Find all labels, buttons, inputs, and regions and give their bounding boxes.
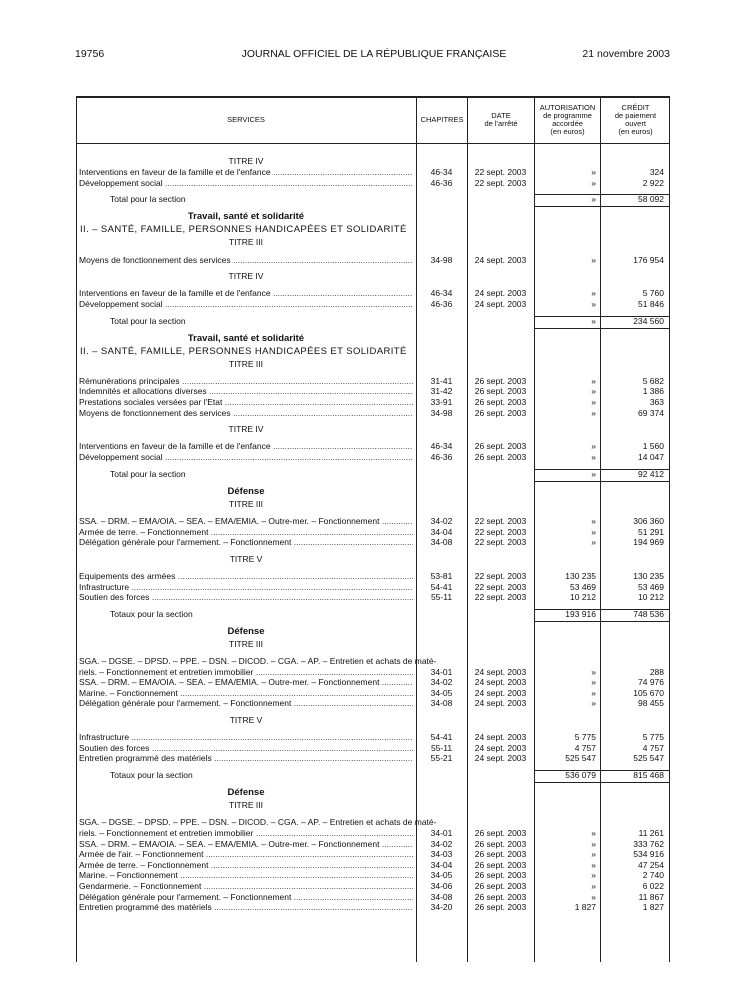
row-label: Travail, santé et solidarité: [187, 211, 305, 223]
row-label: Armée de terre. – Fonctionnement .....: [79, 860, 413, 871]
row-label: Moyens de fonctionnement des services .....: [79, 255, 413, 266]
row-label: Délégation générale pour l'armement. – Fonctionnement .....: [79, 537, 413, 548]
date-cell: 26 sept. 2003: [474, 441, 527, 452]
header-chapitres: CHAPITRES: [420, 114, 464, 124]
titre-heading: [76, 554, 670, 565]
table-row: [76, 376, 670, 387]
chapitre-cell: 34-04: [430, 859, 453, 870]
row-label: TITRE III: [229, 638, 263, 649]
date-cell: 26 sept. 2003: [474, 407, 527, 418]
date-cell: 26 sept. 2003: [474, 397, 527, 407]
date-cell: 22 sept. 2003: [474, 526, 527, 537]
table-row: [76, 537, 670, 548]
credit-cell: 363: [649, 397, 664, 407]
date-cell: 26 sept. 2003: [474, 375, 527, 386]
autorisation-cell: »: [591, 859, 596, 870]
credit-cell: 74 976: [638, 677, 664, 688]
table-row: [76, 656, 670, 667]
autorisation-cell: »: [591, 526, 596, 537]
table-row: [76, 571, 670, 582]
row-label: Infrastructure .....: [79, 582, 413, 593]
credit-cell: 525 547: [633, 753, 664, 764]
autorisation-cell: 525 547: [565, 753, 596, 764]
chapitre-cell: 34-02: [430, 838, 453, 849]
chapitre-cell: 33-91: [430, 397, 453, 407]
autorisation-cell: 4 757: [574, 742, 596, 753]
chapitre-cell: 34-08: [430, 698, 453, 709]
section-title: [76, 211, 670, 222]
row-label: Entretien programmé des matériels .....: [79, 902, 413, 913]
credit-cell: 1 827: [642, 902, 664, 913]
titre-heading: [76, 156, 670, 167]
header-credit: CRÉDIT de paiement ouvert (en euros): [614, 102, 657, 136]
credit-cell: 51 291: [638, 526, 664, 537]
table-row: [76, 892, 670, 903]
row-label: TITRE IV: [228, 156, 264, 166]
date-cell: 22 sept. 2003: [474, 570, 527, 581]
row-label: Travail, santé et solidarité: [187, 332, 305, 344]
row-label: Développement social .....: [79, 299, 413, 310]
date-cell: 24 sept. 2003: [474, 742, 527, 753]
publication-date: 21 novembre 2003: [582, 48, 670, 60]
credit-cell: 6 022: [642, 880, 664, 891]
titre-heading: [76, 237, 670, 248]
row-label: riels. – Fonctionnement et entretien immobilier .....: [79, 828, 413, 839]
credit-cell: 11 867: [638, 891, 664, 902]
row-label: Marine. – Fonctionnement .....: [79, 688, 413, 699]
row-label: Infrastructure .....: [79, 732, 413, 743]
date-cell: 24 sept. 2003: [474, 666, 527, 677]
credit-cell: 1 386: [642, 386, 664, 397]
credit-cell: 4 757: [642, 742, 664, 753]
credit-cell: 815 468: [633, 770, 664, 781]
row-label: Interventions en faveur de la famille et de l'enfance .....: [79, 288, 413, 299]
credit-cell: 324: [649, 167, 664, 177]
date-cell: 24 sept. 2003: [474, 753, 527, 764]
row-label: Total pour la section: [110, 315, 186, 326]
row-label: TITRE V: [229, 715, 263, 726]
credit-cell: 10 212: [638, 592, 664, 603]
chapitre-cell: 55-11: [430, 742, 453, 753]
chapitre-cell: 46-36: [430, 177, 453, 188]
row-label: Développement social .....: [79, 178, 413, 189]
row-label: Totaux pour la section: [110, 770, 193, 781]
date-cell: 26 sept. 2003: [474, 386, 527, 397]
total-box: [534, 316, 600, 329]
row-label: Entretien programmé des matériels .....: [79, 753, 413, 764]
total-row: [76, 469, 670, 480]
autorisation-cell: »: [591, 849, 596, 860]
credit-cell: 5 760: [642, 288, 664, 299]
table-row: [76, 452, 670, 463]
credit-cell: 105 670: [633, 687, 664, 698]
credit-cell: 130 235: [633, 570, 664, 581]
chapitre-cell: 34-01: [430, 666, 453, 677]
row-label: Développement social .....: [79, 452, 413, 463]
titre-heading: [76, 271, 670, 282]
credit-cell: 534 916: [633, 849, 664, 860]
total-row: [76, 609, 670, 620]
date-cell: 24 sept. 2003: [474, 732, 527, 743]
credit-cell: 5 775: [642, 732, 664, 743]
date-cell: 26 sept. 2003: [474, 838, 527, 849]
table-row: [76, 527, 670, 538]
total-box: [534, 609, 600, 622]
chapitre-cell: 46-36: [430, 452, 453, 462]
table-row: [76, 828, 670, 839]
chapitre-cell: 55-11: [430, 592, 453, 603]
titre-heading: [76, 499, 670, 510]
date-cell: 24 sept. 2003: [474, 698, 527, 709]
row-label: TITRE III: [229, 358, 263, 369]
date-cell: 26 sept. 2003: [474, 849, 527, 860]
row-label: Total pour la section: [110, 194, 186, 205]
autorisation-cell: »: [591, 315, 596, 326]
row-label: SSA. – DRM. – EMA/OIA. – SEA. – EMA/EMIA. – Outre-mer. – Fonctionnement .....: [79, 516, 413, 527]
total-box: [600, 194, 670, 207]
credit-cell: 234 560: [633, 315, 664, 326]
table-row: [76, 288, 670, 299]
autorisation-cell: 1 827: [574, 902, 596, 913]
chapitre-cell: 46-34: [430, 167, 453, 177]
row-label: SSA. – DRM. – EMA/OIA. – SEA. – EMA/EMIA. – Outre-mer. – Fonctionnement .....: [79, 677, 413, 688]
autorisation-cell: »: [591, 515, 596, 526]
row-label: Equipements des armées .....: [79, 571, 413, 582]
row-label: Interventions en faveur de la famille et de l'enfance .....: [79, 167, 413, 178]
autorisation-cell: »: [591, 452, 596, 462]
credit-cell: 69 374: [638, 407, 664, 418]
row-label: Marine. – Fonctionnement .....: [79, 870, 413, 881]
table-row: [76, 397, 670, 408]
credit-cell: 51 846: [638, 298, 664, 309]
header-services: SERVICES: [227, 114, 265, 124]
autorisation-cell: »: [591, 666, 596, 677]
table-row: [76, 688, 670, 699]
total-box: [600, 469, 670, 482]
total-box: [534, 469, 600, 482]
table-row: [76, 255, 670, 266]
row-label: Délégation générale pour l'armement. – Fonctionnement .....: [79, 892, 413, 903]
section-subtitle: [76, 346, 670, 357]
table-row: [76, 698, 670, 709]
autorisation-cell: »: [591, 167, 596, 177]
table-row: [76, 881, 670, 892]
section-title: [76, 626, 670, 637]
table-row: [76, 753, 670, 764]
chapitre-cell: 34-98: [430, 254, 453, 265]
autorisation-cell: 193 916: [565, 608, 596, 619]
credit-cell: 47 254: [638, 859, 664, 870]
row-label: SGA. – DGSE. – DPSD. – PPE. – DSN. – DICOD. – CGA. – AP. – Entretien et achats de maté-: [79, 817, 437, 828]
total-row: [76, 770, 670, 781]
total-box: [534, 770, 600, 783]
row-label: TITRE III: [229, 800, 263, 811]
autorisation-cell: »: [591, 298, 596, 309]
row-label: Moyens de fonctionnement des services .....: [79, 408, 413, 419]
row-label: Défense: [227, 625, 265, 637]
table-row: [76, 677, 670, 688]
credit-cell: 2 740: [642, 870, 664, 881]
table-row: [76, 902, 670, 913]
row-label: Prestations sociales versées par l'Etat .....: [79, 397, 413, 408]
row-label: Interventions en faveur de la famille et de l'enfance .....: [79, 441, 413, 452]
total-box: [600, 770, 670, 783]
row-label: SSA. – DRM. – EMA/OIA. – SEA. – EMA/EMIA. – Outre-mer. – Fonctionnement .....: [79, 839, 413, 850]
autorisation-cell: 5 775: [574, 732, 596, 743]
section-title: [76, 486, 670, 497]
credit-cell: 288: [649, 666, 664, 677]
row-label: Armée de terre. – Fonctionnement .....: [79, 527, 413, 538]
autorisation-cell: 53 469: [570, 581, 596, 592]
date-cell: 24 sept. 2003: [474, 288, 527, 299]
credit-cell: 11 261: [638, 827, 664, 838]
autorisation-cell: »: [591, 468, 596, 479]
section-title: [76, 333, 670, 344]
date-cell: 22 sept. 2003: [474, 177, 527, 188]
table-row: [76, 839, 670, 850]
row-label: Soutien des forces .....: [79, 592, 413, 603]
autorisation-cell: »: [591, 194, 596, 205]
credit-cell: 1 560: [642, 441, 664, 452]
chapitre-cell: 46-34: [430, 441, 453, 452]
date-cell: 24 sept. 2003: [474, 687, 527, 698]
date-cell: 22 sept. 2003: [474, 167, 527, 177]
row-label: Indemnités et allocations diverses .....: [79, 386, 413, 397]
autorisation-cell: »: [591, 177, 596, 188]
credit-cell: 2 922: [642, 177, 664, 188]
titre-heading: [76, 359, 670, 370]
table-row: [76, 732, 670, 743]
credit-cell: 58 092: [638, 194, 664, 205]
autorisation-cell: »: [591, 537, 596, 548]
autorisation-cell: »: [591, 397, 596, 407]
chapitre-cell: 54-41: [430, 581, 453, 592]
table-row: [76, 860, 670, 871]
chapitre-cell: 34-04: [430, 526, 453, 537]
total-row: [76, 316, 670, 327]
chapitre-cell: 34-05: [430, 870, 453, 881]
chapitre-cell: 34-06: [430, 880, 453, 891]
row-label: TITRE IV: [228, 271, 264, 282]
table-row: [76, 299, 670, 310]
date-cell: 24 sept. 2003: [474, 677, 527, 688]
autorisation-cell: »: [591, 677, 596, 688]
chapitre-cell: 53-81: [430, 570, 453, 581]
table-row: [76, 167, 670, 178]
total-box: [600, 316, 670, 329]
titre-heading: [76, 715, 670, 726]
autorisation-cell: 536 079: [565, 770, 596, 781]
credit-cell: 194 969: [633, 537, 664, 548]
row-label: SGA. – DGSE. – DPSD. – PPE. – DSN. – DICOD. – CGA. – AP. – Entretien et achats de maté-: [79, 656, 437, 666]
chapitre-cell: 34-03: [430, 849, 453, 860]
row-label: Totaux pour la section: [110, 608, 193, 619]
autorisation-cell: »: [591, 441, 596, 452]
credit-cell: 5 682: [642, 375, 664, 386]
chapitre-cell: 54-41: [430, 732, 453, 743]
row-label: TITRE III: [229, 498, 263, 509]
table-row: [76, 386, 670, 397]
autorisation-cell: 130 235: [565, 570, 596, 581]
table-row: [76, 582, 670, 593]
date-cell: 26 sept. 2003: [474, 452, 527, 462]
total-box: [600, 609, 670, 622]
autorisation-cell: »: [591, 891, 596, 902]
date-cell: 22 sept. 2003: [474, 592, 527, 603]
row-label: TITRE V: [229, 553, 263, 564]
section-subtitle: [76, 224, 670, 235]
header-autorisation: AUTORISATION de programme accordée (en euros): [539, 102, 596, 136]
table-row: [76, 516, 670, 527]
table-row: [76, 870, 670, 881]
row-label: Rémunérations principales .....: [79, 376, 413, 387]
row-label: Délégation générale pour l'armement. – Fonctionnement .....: [79, 698, 413, 709]
total-box: [534, 194, 600, 207]
autorisation-cell: 10 212: [570, 592, 596, 603]
autorisation-cell: »: [591, 870, 596, 881]
chapitre-cell: 55-21: [430, 753, 453, 764]
row-label: Défense: [227, 485, 265, 497]
row-label: Soutien des forces .....: [79, 743, 413, 754]
journal-title: JOURNAL OFFICIEL DE LA RÉPUBLIQUE FRANÇAISE: [241, 48, 507, 60]
chapitre-cell: 46-36: [430, 298, 453, 309]
chapitre-cell: 34-98: [430, 407, 453, 418]
credit-cell: 14 047: [638, 452, 664, 462]
table-row: [76, 178, 670, 189]
table-row: [76, 849, 670, 860]
autorisation-cell: »: [591, 407, 596, 418]
credit-cell: 53 469: [638, 581, 664, 592]
row-label: Défense: [227, 787, 265, 799]
page-number: 19756: [75, 48, 105, 60]
chapitre-cell: 34-08: [430, 891, 453, 902]
date-cell: 24 sept. 2003: [474, 254, 527, 265]
table-row: [76, 408, 670, 419]
table-row: [76, 817, 670, 828]
chapitre-cell: 34-05: [430, 687, 453, 698]
credit-cell: 176 954: [633, 254, 664, 265]
autorisation-cell: »: [591, 838, 596, 849]
table-row: [76, 592, 670, 603]
credit-cell: 306 360: [633, 515, 664, 526]
chapitre-cell: 34-08: [430, 537, 453, 548]
credit-cell: 333 762: [633, 838, 664, 849]
credit-cell: 98 455: [638, 698, 664, 709]
date-cell: 22 sept. 2003: [474, 537, 527, 548]
date-cell: 26 sept. 2003: [474, 880, 527, 891]
row-label: TITRE III: [229, 237, 263, 248]
chapitre-cell: 34-20: [430, 902, 453, 913]
section-title: [76, 787, 670, 798]
autorisation-cell: »: [591, 827, 596, 838]
titre-heading: [76, 800, 670, 811]
autorisation-cell: »: [591, 880, 596, 891]
titre-heading: [76, 639, 670, 650]
date-cell: 26 sept. 2003: [474, 902, 527, 913]
table-row: [76, 441, 670, 452]
header-date: DATE de l'arrêté: [484, 110, 518, 128]
chapitre-cell: 31-41: [430, 375, 453, 386]
row-label: II. – SANTÉ, FAMILLE, PERSONNES HANDICAPÉES ET SOLIDARITÉ: [80, 345, 407, 357]
autorisation-cell: »: [591, 698, 596, 709]
chapitre-cell: 34-02: [430, 515, 453, 526]
table-row: [76, 743, 670, 754]
row-label: II. – SANTÉ, FAMILLE, PERSONNES HANDICAPÉES ET SOLIDARITÉ: [80, 224, 407, 236]
total-row: [76, 194, 670, 205]
autorisation-cell: »: [591, 375, 596, 386]
autorisation-cell: »: [591, 687, 596, 698]
header-divider: [76, 143, 670, 144]
row-label: TITRE IV: [228, 424, 264, 435]
autorisation-cell: »: [591, 288, 596, 299]
credit-cell: 92 412: [638, 468, 664, 479]
autorisation-cell: »: [591, 386, 596, 397]
row-label: Gendarmerie. – Fonctionnement .....: [79, 881, 413, 892]
date-cell: 22 sept. 2003: [474, 581, 527, 592]
row-label: riels. – Fonctionnement et entretien immobilier .....: [79, 667, 413, 678]
row-label: Armée de l'air. – Fonctionnement .....: [79, 849, 413, 860]
chapitre-cell: 34-02: [430, 677, 453, 688]
table-row: [76, 667, 670, 678]
chapitre-cell: 31-42: [430, 386, 453, 397]
date-cell: 26 sept. 2003: [474, 891, 527, 902]
row-label: Total pour la section: [110, 468, 186, 479]
titre-heading: [76, 424, 670, 435]
date-cell: 26 sept. 2003: [474, 827, 527, 838]
date-cell: 26 sept. 2003: [474, 859, 527, 870]
chapitre-cell: 34-01: [430, 827, 453, 838]
chapitre-cell: 46-34: [430, 288, 453, 299]
autorisation-cell: »: [591, 254, 596, 265]
credit-cell: 748 536: [633, 608, 664, 619]
credits-table: [76, 96, 670, 962]
date-cell: 22 sept. 2003: [474, 515, 527, 526]
date-cell: 26 sept. 2003: [474, 870, 527, 881]
date-cell: 24 sept. 2003: [474, 298, 527, 309]
